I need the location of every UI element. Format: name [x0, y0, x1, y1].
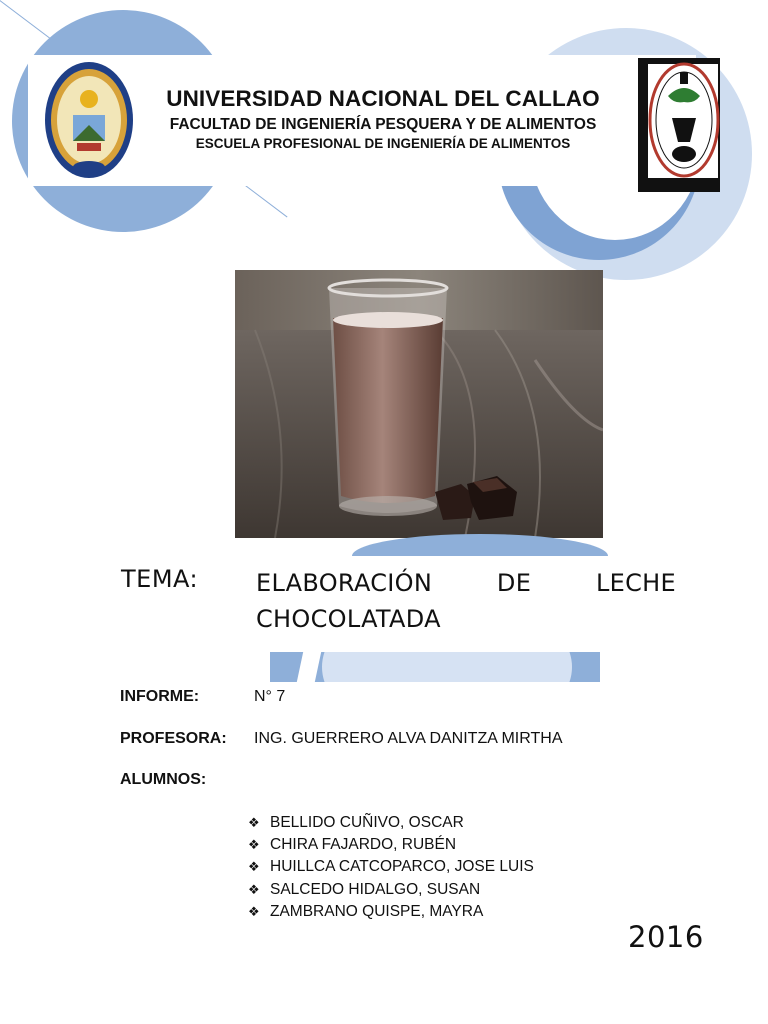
university-name: UNIVERSIDAD NACIONAL DEL CALLAO [166, 86, 600, 111]
list-item [248, 901, 534, 923]
faculty-name: FACULTAD DE INGENIERÍA PESQUERA Y DE ALIMENTOS [169, 116, 597, 133]
topic-word: DE [496, 569, 532, 597]
report-label: INFORME: [120, 688, 200, 705]
list-item [248, 879, 534, 901]
chocolate-milk-photo [235, 270, 603, 538]
list-item [248, 834, 534, 856]
student-name: CHIRA FAJARDO, RUBÉN [270, 836, 457, 854]
students-list [248, 812, 534, 923]
topic-word: LECHE [595, 569, 676, 597]
topic-word: ELABORACIÓN [256, 569, 433, 597]
list-item [248, 856, 534, 878]
teacher-name: ING. GUERRERO ALVA DANITZA MIRTHA [254, 730, 563, 747]
decorative-band [270, 652, 600, 682]
school-name: ESCUELA PROFESIONAL DE INGENIERÍA DE ALIMENTOS [195, 136, 571, 151]
diamond-bullet-icon: ❖ [248, 859, 260, 875]
students-label: ALUMNOS: [120, 771, 207, 788]
topic-label: TEMA: [121, 565, 199, 593]
university-seal-icon [43, 59, 135, 181]
topic-title [256, 565, 676, 637]
faculty-logo [638, 58, 720, 192]
list-item [248, 812, 534, 834]
student-name: BELLIDO CUÑIVO, OSCAR [270, 814, 464, 831]
chocolate-milk-glass-photo [235, 270, 603, 538]
diamond-bullet-icon: ❖ [248, 815, 260, 830]
topic-line-1 [256, 565, 676, 601]
student-name: SALCEDO HIDALGO, SUSAN [270, 880, 481, 898]
diamond-bullet-icon: ❖ [248, 837, 260, 853]
topic-line-2: CHOCOLATADA [256, 605, 441, 633]
teacher-label: PROFESORA: [120, 730, 227, 747]
header-text [128, 85, 638, 153]
diamond-bullet-icon: ❖ [248, 903, 260, 919]
report-number: N° 7 [254, 688, 286, 705]
diamond-bullet-icon: ❖ [248, 881, 260, 897]
year: 2016 [628, 920, 704, 954]
faculty-seal-icon [638, 58, 720, 192]
student-name: HUILLCA CATCOPARCO, JOSE LUIS [270, 858, 534, 876]
student-name: ZAMBRANO QUISPE, MAYRA [270, 902, 484, 920]
